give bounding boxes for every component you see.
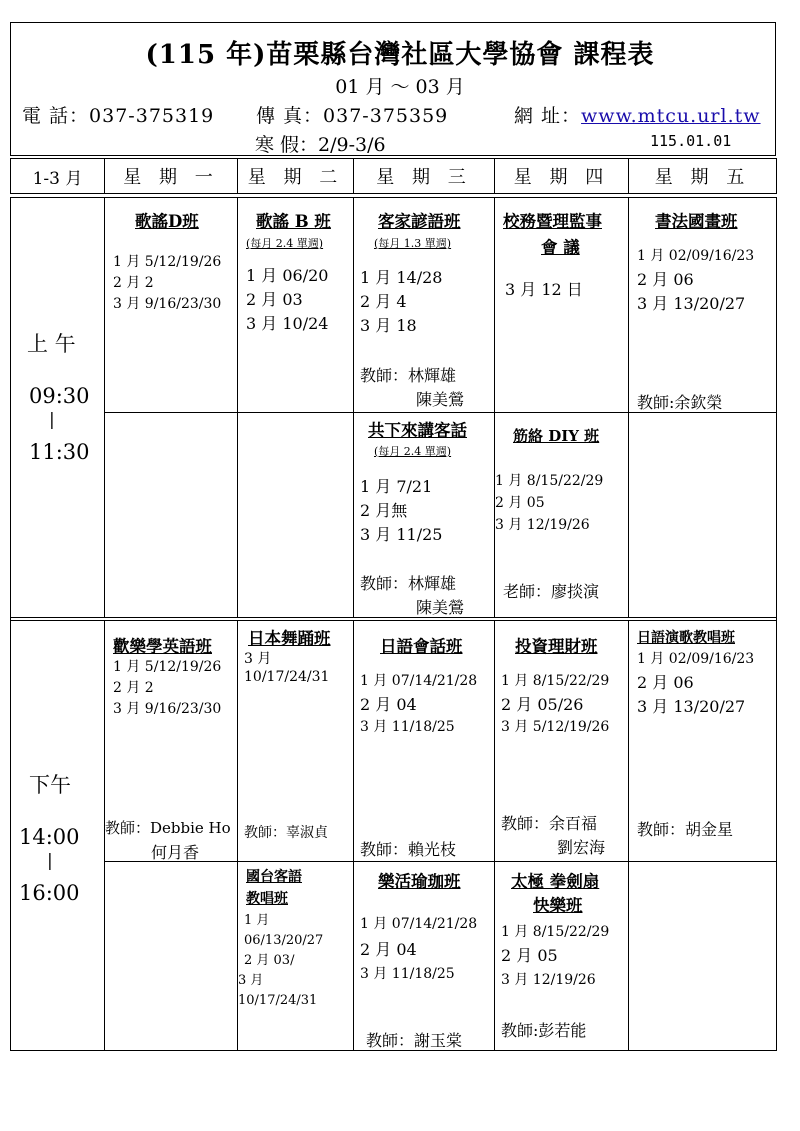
course-name: 快樂班 bbox=[533, 896, 583, 916]
pm-time-cell bbox=[11, 621, 105, 1051]
am-row-2 bbox=[11, 413, 777, 618]
schedule-line: 3 月 18 bbox=[360, 316, 417, 336]
schedule-line: 2 月 06 bbox=[637, 270, 694, 290]
pm-wed-cell bbox=[354, 621, 495, 862]
am-start: 09:30 bbox=[29, 384, 90, 409]
website-link[interactable]: www.mtcu.url.tw bbox=[581, 105, 761, 127]
issue-date: 115.01.01 bbox=[650, 132, 732, 150]
col-header-wed: 星 期 三 bbox=[354, 159, 495, 194]
course-name: 書法國畫班 bbox=[655, 212, 738, 232]
course-note: (每月 2.4 單週) bbox=[246, 237, 324, 251]
schedule-line: 2 月 4 bbox=[360, 292, 407, 312]
schedule-line: 1 月 06/20 bbox=[246, 266, 329, 286]
period-subtitle: 01 月 ～ 03 月 bbox=[335, 76, 465, 98]
am2-fri-cell bbox=[629, 413, 777, 618]
schedule-table bbox=[10, 158, 777, 1051]
pm-mon-cell bbox=[105, 621, 238, 862]
pm-fri-cell bbox=[629, 621, 777, 862]
teacher-name: 教師：胡金星 bbox=[637, 820, 734, 840]
schedule-line: 2 月 04 bbox=[360, 695, 417, 715]
col-header-fri: 星 期 五 bbox=[629, 159, 777, 194]
am-row-1 bbox=[11, 198, 777, 413]
course-name: 歡樂學英語班 bbox=[113, 637, 212, 657]
course-name: 筋絡 DIY 班 bbox=[513, 427, 600, 446]
am2-mon-cell bbox=[105, 413, 238, 618]
am-time-cell bbox=[11, 198, 105, 618]
teacher-name: 何月香 bbox=[151, 843, 200, 863]
pm2-tue-cell bbox=[238, 862, 354, 1051]
website-label: 網 址： bbox=[514, 105, 582, 127]
am-sep: | bbox=[49, 410, 55, 431]
schedule-line: 1 月 bbox=[244, 913, 270, 929]
pm-tue-cell bbox=[238, 621, 354, 862]
teacher-name: 教師：謝玉棠 bbox=[366, 1031, 463, 1051]
teacher-name: 陳美鶯 bbox=[416, 390, 465, 410]
schedule-line: 2 月 03 bbox=[246, 290, 303, 310]
course-name: 會 議 bbox=[541, 238, 580, 258]
schedule-line: 1 月 7/21 bbox=[360, 477, 433, 497]
am-fri-cell bbox=[629, 198, 777, 413]
pm-start: 14:00 bbox=[19, 825, 80, 850]
teacher-name: 老師：廖掞演 bbox=[503, 582, 600, 602]
website bbox=[514, 101, 761, 128]
schedule-line: 3 月 12 日 bbox=[505, 280, 583, 300]
course-name: 共下來講客話 bbox=[368, 421, 467, 441]
schedule-line: 1 月 8/15/22/29 bbox=[501, 673, 610, 690]
am-thu-cell bbox=[495, 198, 629, 413]
schedule-line: 3 月 5/12/19/26 bbox=[501, 719, 610, 736]
course-name: 歌謠 B 班 bbox=[256, 212, 331, 232]
schedule-line: 1 月 07/14/21/28 bbox=[360, 916, 478, 933]
schedule-line: 1 月 5/12/19/26 bbox=[113, 254, 222, 271]
course-name: 太極 拳劍扇 bbox=[511, 872, 600, 892]
schedule-line: 3 月 13/20/27 bbox=[637, 294, 746, 314]
course-name: 日語會話班 bbox=[380, 637, 463, 657]
schedule-line: 2 月 05 bbox=[495, 495, 545, 512]
schedule-line: 3 月 9/16/23/30 bbox=[113, 701, 222, 718]
pm-end: 16:00 bbox=[19, 881, 80, 906]
schedule-line: 3 月 11/18/25 bbox=[360, 719, 455, 736]
schedule-line: 1 月 07/14/21/28 bbox=[360, 673, 478, 690]
teacher-name: 劉宏海 bbox=[557, 838, 606, 858]
am2-tue-cell bbox=[238, 413, 354, 618]
fax-text: 傳 真：037-375359 bbox=[256, 105, 449, 127]
course-name: 校務暨理監事 bbox=[503, 212, 602, 232]
page-title: (115 年)苗栗縣台灣社區大學協會 課程表 bbox=[145, 40, 655, 70]
schedule-line: 1 月 02/09/16/23 bbox=[637, 248, 755, 265]
schedule-line: 2 月 06 bbox=[637, 673, 694, 693]
course-name: 歌謠D班 bbox=[135, 212, 199, 232]
teacher-name: 教師：賴光枝 bbox=[360, 840, 457, 860]
pm-sep: | bbox=[47, 851, 53, 872]
pm2-thu-cell bbox=[495, 862, 629, 1051]
schedule-line: 1 月 8/15/22/29 bbox=[495, 473, 604, 490]
schedule-line: 3 月 13/20/27 bbox=[637, 697, 746, 717]
schedule-line: 3 月 9/16/23/30 bbox=[113, 296, 222, 313]
schedule-line: 1 月 14/28 bbox=[360, 268, 443, 288]
schedule-line: 10/17/24/31 bbox=[238, 993, 318, 1009]
schedule-line: 3 月 12/19/26 bbox=[495, 517, 590, 534]
am-end: 11:30 bbox=[29, 440, 90, 465]
col-header-mon: 星 期 一 bbox=[105, 159, 238, 194]
schedule-line: 2 月 2 bbox=[113, 275, 154, 292]
am2-thu-cell bbox=[495, 413, 629, 618]
teacher-name: 教師:余欽榮 bbox=[637, 393, 723, 413]
pm-label: 下午 bbox=[29, 773, 71, 798]
pm2-mon-cell bbox=[105, 862, 238, 1051]
teacher-name: 教師：Debbie Ho bbox=[105, 819, 231, 838]
schedule-line: 3 月 12/19/26 bbox=[501, 972, 596, 989]
schedule-line: 3 月 11/18/25 bbox=[360, 966, 455, 983]
header-row bbox=[11, 159, 777, 194]
schedule-line: 06/13/20/27 bbox=[244, 933, 324, 949]
teacher-name: 陳美鶯 bbox=[416, 598, 465, 618]
course-note: (每月 1.3 單週) bbox=[374, 237, 452, 251]
schedule-line: 1 月 02/09/16/23 bbox=[637, 651, 755, 668]
course-note: (每月 2.4 單週) bbox=[374, 445, 452, 459]
phone-text: 電 話：037-375319 bbox=[22, 105, 215, 127]
am-mon-cell bbox=[105, 198, 238, 413]
schedule-line: 2 月無 bbox=[360, 501, 408, 521]
course-name: 日本舞踊班 bbox=[248, 629, 331, 649]
teacher-name: 教師：林輝雄 bbox=[360, 366, 457, 386]
col-header-months: 1-3 月 bbox=[11, 159, 105, 194]
teacher-name: 教師：林輝雄 bbox=[360, 574, 457, 594]
schedule-line: 2 月 2 bbox=[113, 680, 154, 697]
pm-thu-cell bbox=[495, 621, 629, 862]
schedule-line: 3 月 11/25 bbox=[360, 525, 443, 545]
teacher-name: 教師：余百福 bbox=[501, 814, 598, 834]
pm-row-1 bbox=[11, 621, 777, 862]
schedule-line: 3 月 bbox=[238, 973, 264, 989]
col-header-tue: 星 期 二 bbox=[238, 159, 354, 194]
am-wed-cell bbox=[354, 198, 495, 413]
course-name: 國台客語 bbox=[246, 869, 302, 886]
am-label: 上 午 bbox=[27, 332, 76, 357]
teacher-name: 教師：辜淑貞 bbox=[244, 825, 328, 842]
course-name: 日語演歌教唱班 bbox=[637, 630, 735, 647]
col-header-thu: 星 期 四 bbox=[495, 159, 629, 194]
schedule-line: 1 月 5/12/19/26 bbox=[113, 659, 222, 676]
schedule-line: 2 月 03/ bbox=[244, 953, 295, 969]
schedule-line: 2 月 05/26 bbox=[501, 695, 584, 715]
vacation-text: 寒 假：2/9-3/6 bbox=[255, 134, 386, 156]
course-name: 樂活瑜珈班 bbox=[378, 872, 461, 892]
pm-row-2 bbox=[11, 862, 777, 1051]
schedule-line: 10/17/24/31 bbox=[244, 669, 330, 686]
schedule-line: 3 月 10/24 bbox=[246, 314, 329, 334]
course-name: 客家諺語班 bbox=[378, 212, 461, 232]
schedule-line: 1 月 8/15/22/29 bbox=[501, 924, 610, 941]
course-name: 教唱班 bbox=[246, 891, 288, 908]
course-name: 投資理財班 bbox=[515, 637, 598, 657]
am-tue-cell bbox=[238, 198, 354, 413]
pm2-wed-cell bbox=[354, 862, 495, 1051]
schedule-line: 3 月 bbox=[244, 651, 272, 668]
am2-wed-cell bbox=[354, 413, 495, 618]
pm2-fri-cell bbox=[629, 862, 777, 1051]
schedule-line: 2 月 04 bbox=[360, 940, 417, 960]
schedule-line: 2 月 05 bbox=[501, 946, 558, 966]
teacher-name: 教師:彭若能 bbox=[501, 1021, 587, 1041]
